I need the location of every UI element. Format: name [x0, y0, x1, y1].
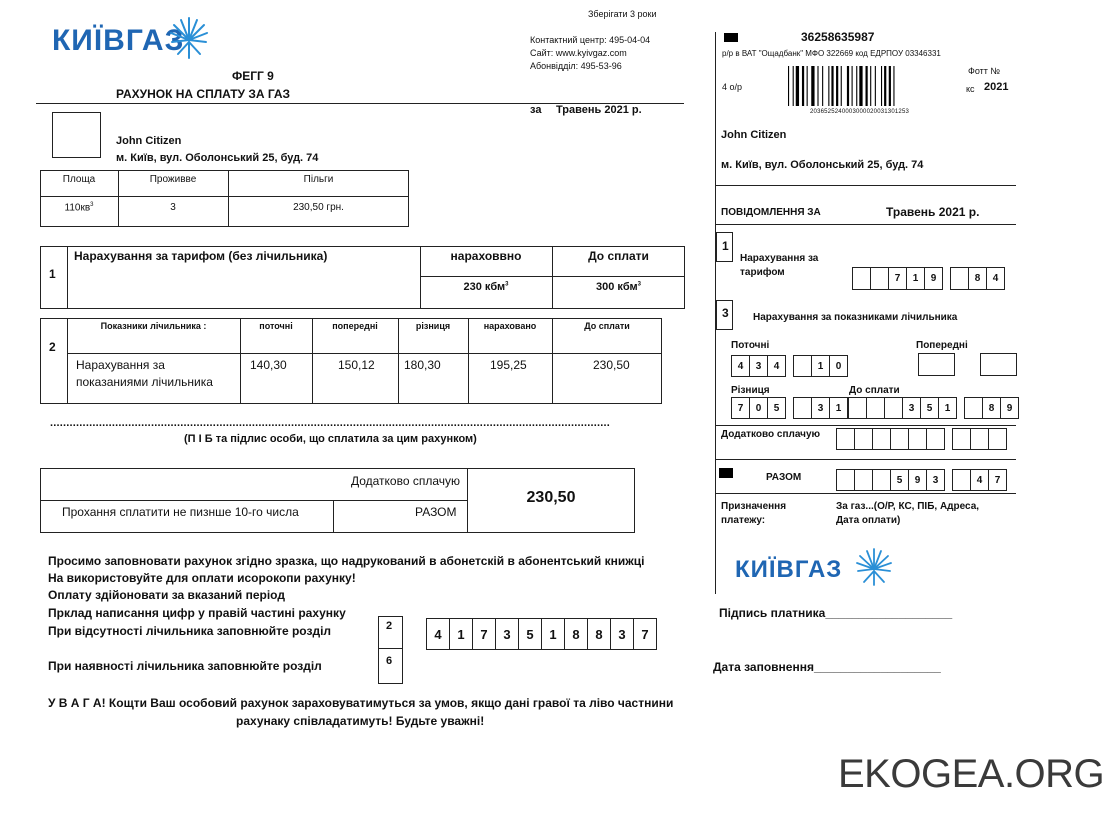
due-digit-5: 1: [938, 397, 957, 419]
kyivgaz-logo-text: КИЇВГАЗ: [52, 24, 185, 57]
instruction-line-6: При наявності лічильника заповнюйте розділ: [48, 659, 322, 673]
header-area: Площа: [62, 174, 96, 185]
extra-digit-7: [970, 428, 989, 450]
difference-digit-4: 3: [811, 397, 830, 419]
payment-deadline-request: Прохання сплатити не пизнше 10-го числа: [62, 505, 299, 519]
meter-previous-value: 150,12: [338, 358, 375, 372]
extra-digit-3: [890, 428, 909, 450]
signature-caption: (П І Б та підлис особи, що сплатила за цим рахунком): [184, 433, 477, 445]
total-digit-0: [836, 469, 855, 491]
barcode-bar: [859, 66, 862, 106]
tariff-section-number: 1: [49, 267, 56, 281]
stub-customer-address: м. Київ, вул. Оболонський 25, буд. 74: [721, 159, 924, 171]
extra-digit-1: [854, 428, 873, 450]
bank-details: р/р в ВАТ "Ощадбанк" МФО 322669 код ЕДРПОУ 03346331: [722, 49, 941, 58]
account-number: 36258635987: [801, 30, 875, 44]
ks-label: кс: [966, 84, 975, 94]
difference-digit-2: 5: [767, 397, 786, 419]
barcode-digits: 2036525240003000020031301253: [810, 109, 910, 115]
due-digit-1: [866, 397, 885, 419]
payer-signature-line: Підпись платника___________________: [719, 606, 953, 620]
difference-digit-5: 1: [829, 397, 848, 419]
barcode-bar: [893, 66, 894, 106]
residents-value: 3: [170, 202, 176, 213]
current-digit-3: [793, 355, 812, 377]
difference-digit-3: [793, 397, 812, 419]
barcode-bar: [793, 66, 794, 106]
barcode-bar: [811, 66, 814, 106]
tariff-digit-7: 4: [986, 267, 1005, 290]
due-digit-2: [884, 397, 903, 419]
stub-total-label: РАЗОМ: [766, 472, 802, 483]
due-digit-6: [964, 397, 983, 419]
difference-label: Різниця: [731, 385, 770, 396]
tariff-digit-0: [852, 267, 871, 290]
barcode-bar: [852, 66, 853, 106]
due-digit-7: 8: [982, 397, 1001, 419]
extra-digit-2: [872, 428, 891, 450]
due-digit-4: 5: [920, 397, 939, 419]
total-digit-8: 7: [988, 469, 1007, 491]
instruction-line-2: На використовуйте для оплати исорокопи рахунку!: [48, 571, 356, 585]
fill-date-line: Дата заповнення___________________: [713, 660, 941, 674]
stub-year: 2021: [984, 81, 1009, 93]
instruction-line-5: При відсутності лічильника заповнюйте розділ: [48, 624, 332, 638]
barcode-bar: [841, 66, 842, 106]
total-digit-3: 5: [890, 469, 909, 491]
stub-due-label: До сплати: [849, 385, 900, 396]
stub-section-3-number: 3: [722, 306, 729, 320]
barcode-icon: [788, 66, 933, 106]
difference-digit-1: 0: [749, 397, 768, 419]
site-address: Сайт: www.kyivgaz.com: [530, 48, 627, 58]
extra-digit-8: [988, 428, 1007, 450]
area-value: $110кв^3$: [64, 202, 94, 214]
tariff-digit-4: 9: [924, 267, 943, 290]
sample-digit-7: 8: [587, 618, 611, 650]
warning-line-1: У В А Г А! Кощти Ваш особовий рахунок зараховуватимуться за умов, якщо дані гравої та ліво частнини: [48, 696, 674, 710]
meter-row-label: Нарахування за показаниями лічильника: [76, 358, 213, 389]
section-box-2: 2: [386, 620, 393, 632]
total-digit-5: 3: [926, 469, 945, 491]
instruction-line-1: Просимо заповновати рахунок згідно зразка, що надрукований в абонетскій в абонентський книжці: [48, 554, 645, 568]
keep-note: Зберігати 3 роки: [588, 9, 657, 19]
stub-kyivgaz-logo-text: КИЇВГАЗ: [735, 556, 843, 583]
meter-difference-value: 180,30: [404, 358, 441, 372]
meter-header-readings: Показники лічильника :: [100, 321, 207, 331]
stub-customer-name: John Citizen: [721, 129, 787, 141]
extra-digit-4: [908, 428, 927, 450]
barcode-bar: [884, 66, 886, 106]
meter-section-number: 2: [49, 340, 56, 354]
total-digit-1: [854, 469, 873, 491]
tariff-digit-1: [870, 267, 889, 290]
payment-purpose-label: Призначення платежу:: [721, 501, 787, 526]
tariff-section-title: Нарахування за тарифом (без лічильника): [74, 249, 328, 263]
meter-header-previous: попередні: [332, 321, 378, 331]
meter-accrued-value: 195,25: [490, 358, 527, 372]
sample-digit-6: 8: [564, 618, 588, 650]
section-box-6: 6: [386, 655, 393, 667]
total-digit-2: [872, 469, 891, 491]
total-digit-4: 9: [908, 469, 927, 491]
total-value: 230,50: [526, 489, 576, 506]
sample-digit-0: 4: [426, 618, 450, 650]
document-title: РАХУНОК НА СПЛАТУ ЗА ГАЗ: [116, 87, 291, 101]
ekogea-watermark: EKOGEA.ORG: [838, 752, 1104, 796]
barcode-bar: [856, 66, 857, 106]
barcode-bar: [847, 66, 849, 106]
barcode-bar: [828, 66, 829, 106]
stub-section-1-number: 1: [722, 239, 729, 253]
tariff-digit-3: 1: [906, 267, 925, 290]
total-digit-6: [952, 469, 971, 491]
black-marker-total: [719, 468, 733, 478]
stub-section-1-title: Нарахування за тарифом: [740, 253, 819, 278]
notice-label: ПОВІДОМЛЕННЯ ЗА: [721, 207, 821, 218]
payment-purpose-value: За газ...(О/Р, КС, ПІБ, Адреса, Дата оплати): [836, 501, 980, 526]
difference-digit-0: 7: [731, 397, 750, 419]
meter-current-value: 140,30: [250, 358, 287, 372]
meter-header-accrued: нараховано: [483, 321, 537, 331]
barcode-bar: [889, 66, 891, 106]
barcode-bar: [866, 66, 868, 106]
previous-box-a: [918, 353, 955, 376]
total-label: РАЗОМ: [415, 505, 457, 519]
meter-header-due: До сплати: [584, 321, 630, 331]
sample-digit-3: 3: [495, 618, 519, 650]
due-digit-3: 3: [902, 397, 921, 419]
photo-placeholder-box: [52, 112, 101, 158]
tariff-due-value: 300 кбм$^3$: [595, 281, 642, 293]
tariff-due-label: До сплати: [588, 249, 649, 263]
current-digit-5: 0: [829, 355, 848, 377]
stub-gas-flame-logo-icon: [855, 546, 893, 588]
extra-digit-0: [836, 428, 855, 450]
meter-header-difference: різниця: [415, 321, 451, 331]
instruction-line-3: Оплату здійоновати за вказаний період: [48, 588, 285, 602]
sample-digit-8: 3: [610, 618, 634, 650]
header-benefits: Пільги: [303, 174, 334, 185]
barcode-bar: [881, 66, 882, 106]
barcode-bar: [802, 66, 804, 106]
current-digit-2: 4: [767, 355, 786, 377]
previous-label: Попередні: [916, 340, 968, 351]
extra-digit-5: [926, 428, 945, 450]
customer-address: м. Київ, вул. Оболонський 25, буд. 74: [116, 152, 319, 164]
sample-digit-4: 5: [518, 618, 542, 650]
sample-digit-5: 1: [541, 618, 565, 650]
notice-period: Травень 2021 р.: [886, 205, 980, 219]
barcode-bar: [796, 66, 799, 106]
barcode-bar: [817, 66, 818, 106]
customer-name: John Citizen: [116, 135, 182, 147]
barcode-bar: [875, 66, 876, 106]
benefits-value: 230,50 грн.: [293, 202, 344, 213]
barcode-bar: [807, 66, 808, 106]
instruction-line-4: Прклад написання цифр у правій частині рахунку: [48, 606, 346, 620]
subscriber-dept: Абонвідділ: 495-53-96: [530, 61, 622, 71]
stub-extra-label: Додатково сплачую: [721, 429, 821, 440]
current-digit-1: 3: [749, 355, 768, 377]
sample-digit-2: 7: [472, 618, 496, 650]
o-p-label: 4 о/р: [722, 82, 743, 92]
previous-box-b: [980, 353, 1017, 376]
barcode-bar: [836, 66, 838, 106]
tariff-digit-2: 7: [888, 267, 907, 290]
total-digit-7: 4: [970, 469, 989, 491]
form-code: ФЕГГ 9: [232, 69, 274, 83]
current-digit-4: 1: [811, 355, 830, 377]
tariff-digit-5: [950, 267, 969, 290]
current-digit-0: 4: [731, 355, 750, 377]
barcode-bar: [831, 66, 833, 106]
sample-digit-9: 7: [633, 618, 657, 650]
black-marker: [724, 33, 738, 42]
meter-due-value: 230,50: [593, 358, 630, 372]
tariff-accrued-value: 230 кбм$^3$: [463, 281, 509, 293]
tariff-digit-6: 8: [968, 267, 987, 290]
meter-header-current: поточні: [259, 321, 293, 331]
stub-section-3-title: Нарахування за показниками лічильника: [753, 312, 958, 323]
contact-center: Контактний центр: 495-04-04: [530, 35, 651, 45]
sample-digit-1: 1: [449, 618, 473, 650]
extra-payment-label: Додатково сплачую: [350, 474, 460, 488]
barcode-bar: [822, 66, 823, 106]
barcode-bar: [870, 66, 871, 106]
due-digit-0: [848, 397, 867, 419]
gas-flame-logo-icon: [168, 14, 210, 62]
current-label: Поточні: [731, 340, 770, 351]
signature-dotted-line: ............................................................................................................................................................................: [50, 417, 611, 429]
extra-digit-6: [952, 428, 971, 450]
warning-line-2: рахунаку співладатимуть! Будьте уважні!: [236, 714, 485, 728]
barcode-bar: [788, 66, 789, 106]
due-digit-8: 9: [1000, 397, 1019, 419]
tariff-accrued-label: нараховвно: [450, 249, 522, 263]
header-residents: Проживве: [149, 174, 197, 185]
period-value: Травень 2021 р.: [556, 104, 642, 116]
period-label: за: [530, 104, 542, 116]
fott-label: Фотт №: [968, 66, 1001, 76]
